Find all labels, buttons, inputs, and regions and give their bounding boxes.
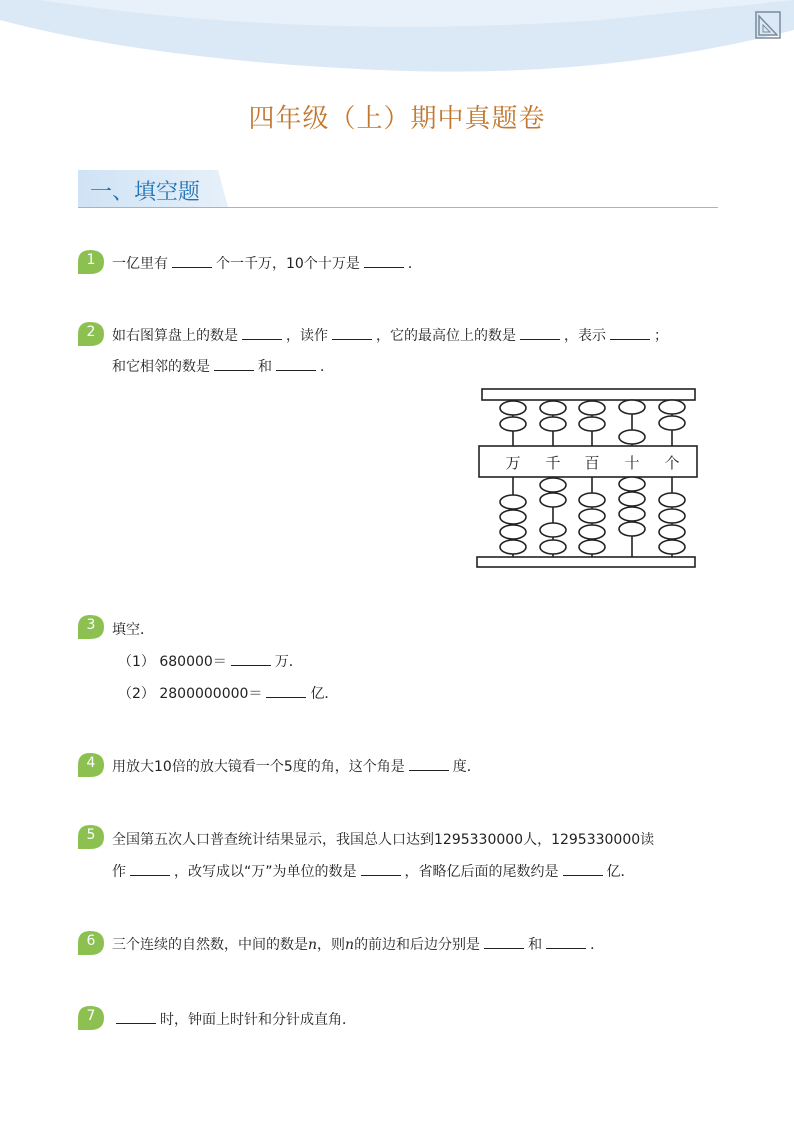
answer-blank[interactable] — [116, 1010, 156, 1024]
question-3-part-1: （1） 680000＝ 万． — [118, 654, 303, 670]
answer-blank[interactable] — [520, 326, 560, 340]
question-3-intro: 填空． — [112, 622, 154, 638]
abacus-figure — [475, 387, 700, 570]
answer-blank[interactable] — [364, 254, 404, 268]
answer-blank[interactable] — [484, 935, 524, 949]
question-number-badge: 3 — [78, 615, 106, 639]
answer-blank[interactable] — [332, 326, 372, 340]
answer-blank[interactable] — [242, 326, 282, 340]
section-title: 一、填空题 — [90, 180, 201, 205]
question-number-badge: 7 — [78, 1006, 106, 1030]
answer-blank[interactable] — [214, 357, 254, 371]
answer-blank[interactable] — [361, 862, 401, 876]
abacus-label-ge: 个 — [664, 454, 680, 472]
answer-blank[interactable] — [231, 652, 271, 666]
answer-blank[interactable] — [130, 862, 170, 876]
question-number-badge: 5 — [78, 825, 106, 849]
section-header — [78, 170, 718, 210]
answer-blank[interactable] — [276, 357, 316, 371]
answer-blank[interactable] — [546, 935, 586, 949]
section-divider — [78, 207, 718, 208]
question-number-badge: 1 — [78, 250, 106, 274]
answer-blank[interactable] — [409, 757, 449, 771]
question-number-badge: 6 — [78, 931, 106, 955]
answer-blank[interactable] — [172, 254, 212, 268]
ruler-triangle-icon — [755, 10, 783, 40]
answer-blank[interactable] — [563, 862, 603, 876]
abacus-label-wan: 万 — [505, 454, 521, 472]
abacus-label-shi: 十 — [624, 454, 640, 472]
answer-blank[interactable] — [266, 684, 306, 698]
question-number-badge: 4 — [78, 753, 106, 777]
question-number-badge: 2 — [78, 322, 106, 346]
abacus-label-bai: 百 — [584, 454, 600, 472]
header-band — [0, 0, 794, 75]
question-3-part-2: （2） 2800000000＝ 亿． — [118, 686, 339, 702]
answer-blank[interactable] — [610, 326, 650, 340]
page-title: 四年级（上）期中真题卷 — [248, 104, 546, 134]
question-5-line-1: 全国第五次人口普查统计结果显示，我国总人口达到1295330000人，1295330000读 — [112, 832, 655, 848]
abacus-label-qian: 千 — [545, 454, 561, 472]
